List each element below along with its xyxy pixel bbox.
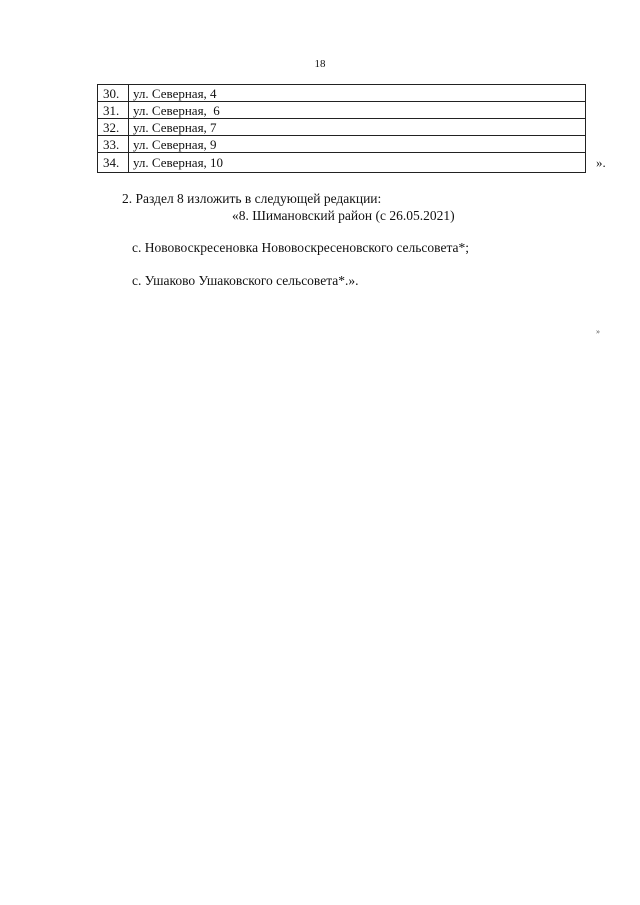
table-closing-quote: ».: [596, 155, 606, 170]
stray-quote-mark: »: [596, 327, 600, 336]
row-number: 34.: [98, 153, 129, 173]
page-number: 18: [314, 58, 326, 70]
address-table: [97, 84, 586, 173]
settlement-line-1: с. Нововоскресеновка Нововоскресеновского сельсовета*;: [132, 240, 470, 255]
table-row: [98, 136, 586, 153]
row-address: ул. Северная, 6: [129, 102, 586, 119]
row-address: ул. Северная, 9: [129, 136, 586, 153]
table-row: [98, 153, 586, 173]
item-2-text: 2. Раздел 8 изложить в следующей редакции:: [122, 191, 382, 206]
row-number: 33.: [98, 136, 129, 153]
row-address: ул. Северная, 10: [129, 153, 586, 173]
settlement-line-2: с. Ушаково Ушаковского сельсовета*.».: [132, 273, 359, 288]
row-number: 30.: [98, 85, 129, 102]
row-address: ул. Северная, 4: [129, 85, 586, 102]
row-number: 32.: [98, 119, 129, 136]
table-row: [98, 85, 586, 102]
table-row: [98, 119, 586, 136]
row-address: ул. Северная, 7: [129, 119, 586, 136]
table-row: [98, 102, 586, 119]
row-number: 31.: [98, 102, 129, 119]
section-heading: «8. Шимановский район (с 26.05.2021): [232, 208, 455, 223]
